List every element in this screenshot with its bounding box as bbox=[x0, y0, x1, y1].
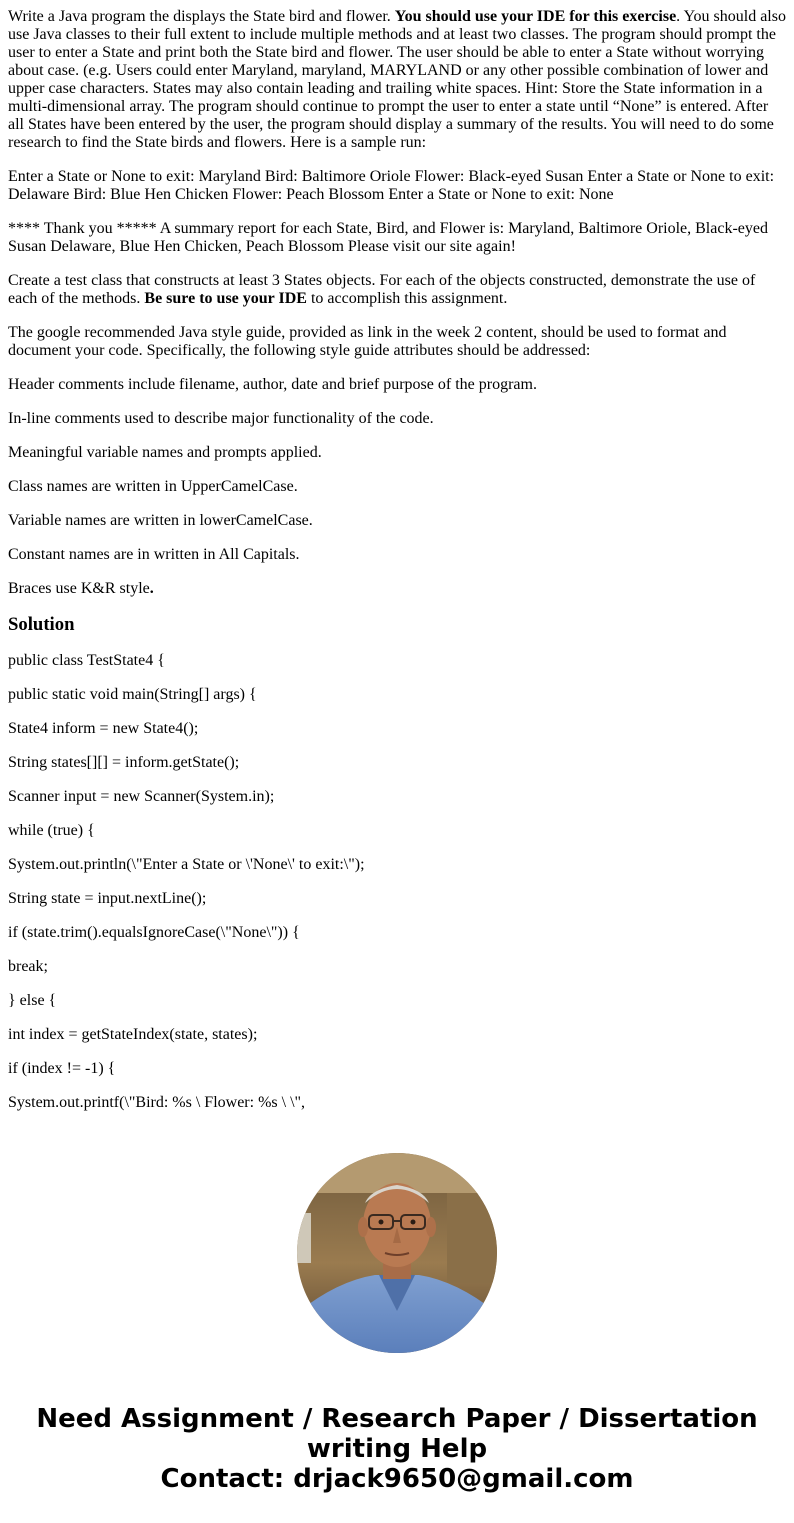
code-line: State4 inform = new State4(); bbox=[8, 720, 199, 737]
code-line: while (true) { bbox=[8, 822, 95, 839]
author-avatar bbox=[297, 1153, 497, 1353]
cta-contact: Contact: drjack9650@gmail.com bbox=[160, 1464, 634, 1494]
sample-run: Enter a State or None to exit: Maryland Bird: Baltimore Oriole Flower: Black-eyed Susan Enter a State or None to exit: Delaware Bird: Blue Hen Chicken Flower: Peach Blossom Enter a State or None to exit: None bbox=[8, 168, 775, 203]
test-class-emphasis: Be sure to use your IDE bbox=[144, 290, 307, 307]
code-line: System.out.println(\"Enter a State or \'None\' to exit:\"); bbox=[8, 856, 365, 873]
requirement-item: Variable names are written in lowerCamelCase. bbox=[8, 512, 313, 529]
test-class-paragraph: Create a test class that constructs at least 3 States objects. For each of the objects constructed, demonstrate the use of each of the methods. Be sure to use your IDE to accomplish this assignment. bbox=[8, 272, 756, 307]
code-line: String state = input.nextLine(); bbox=[8, 890, 207, 907]
requirement-item: Class names are written in UpperCamelCase. bbox=[8, 478, 298, 495]
code-line: if (index != -1) { bbox=[8, 1060, 116, 1077]
code-line: int index = getStateIndex(state, states); bbox=[8, 1026, 258, 1043]
code-line: System.out.printf(\"Bird: %s \ Flower: %s \ \", bbox=[8, 1094, 306, 1111]
code-line: String states[][] = inform.getState(); bbox=[8, 754, 240, 771]
cta-line: writing Help bbox=[306, 1434, 488, 1464]
intro-emphasis: You should use your IDE for this exercise bbox=[394, 8, 677, 25]
code-line: Scanner input = new Scanner(System.in); bbox=[8, 788, 275, 805]
requirement-item: Header comments include filename, author, date and brief purpose of the program. bbox=[8, 376, 537, 393]
requirement-item: Meaningful variable names and prompts applied. bbox=[8, 444, 322, 461]
code-line: } else { bbox=[8, 992, 57, 1009]
portrait-image bbox=[297, 1153, 497, 1353]
requirement-item: Constant names are in written in All Capitals. bbox=[8, 546, 300, 563]
summary-output: **** Thank you ***** A summary report for each State, Bird, and Flower is: Maryland, Baltimore Oriole, Black-eyed Susan Delaware, Blue Hen Chicken, Peach Blossom Please visit our site again! bbox=[8, 220, 768, 255]
requirement-braces: Braces use K&R style. bbox=[8, 580, 154, 597]
code-line: public class TestState4 { bbox=[8, 652, 165, 669]
solution-heading: Solution bbox=[8, 614, 75, 635]
contact-banner bbox=[0, 1404, 794, 1494]
code-line: public static void main(String[] args) { bbox=[8, 686, 257, 703]
intro-paragraph: Write a Java program the displays the State bird and flower. You should use your IDE for this exercise. You should also use Java classes to their full extent to include multiple methods and at least two classes. The program should prompt the user to enter a State and print both the State bird and flower. The user should be able to enter a State without worrying about case. (e.g. Users could enter Maryland, maryland, MARYLAND or any other possible combination of lower and upper case characters. States may also contain leading and trailing white spaces. Hint: Store the State information in a multi-dimensional array. The program should continue to prompt the user to enter a state until “None” is entered. After all States have been entered by the user, the program should display a summary of the results. You will need to do some research to find the State birds and flowers. Here is a sample run: bbox=[8, 8, 786, 151]
cta-line: Need Assignment / Research Paper / Dissertation bbox=[36, 1404, 758, 1434]
document-body bbox=[8, 8, 788, 1128]
requirement-item: In-line comments used to describe major functionality of the code. bbox=[8, 410, 434, 427]
code-line: if (state.trim().equalsIgnoreCase(\"None\")) { bbox=[8, 924, 300, 941]
style-guide-paragraph: The google recommended Java style guide, provided as link in the week 2 content, should be used to format and document your code. Specifically, the following style guide attributes should be addressed: bbox=[8, 324, 727, 359]
code-line: break; bbox=[8, 958, 48, 975]
